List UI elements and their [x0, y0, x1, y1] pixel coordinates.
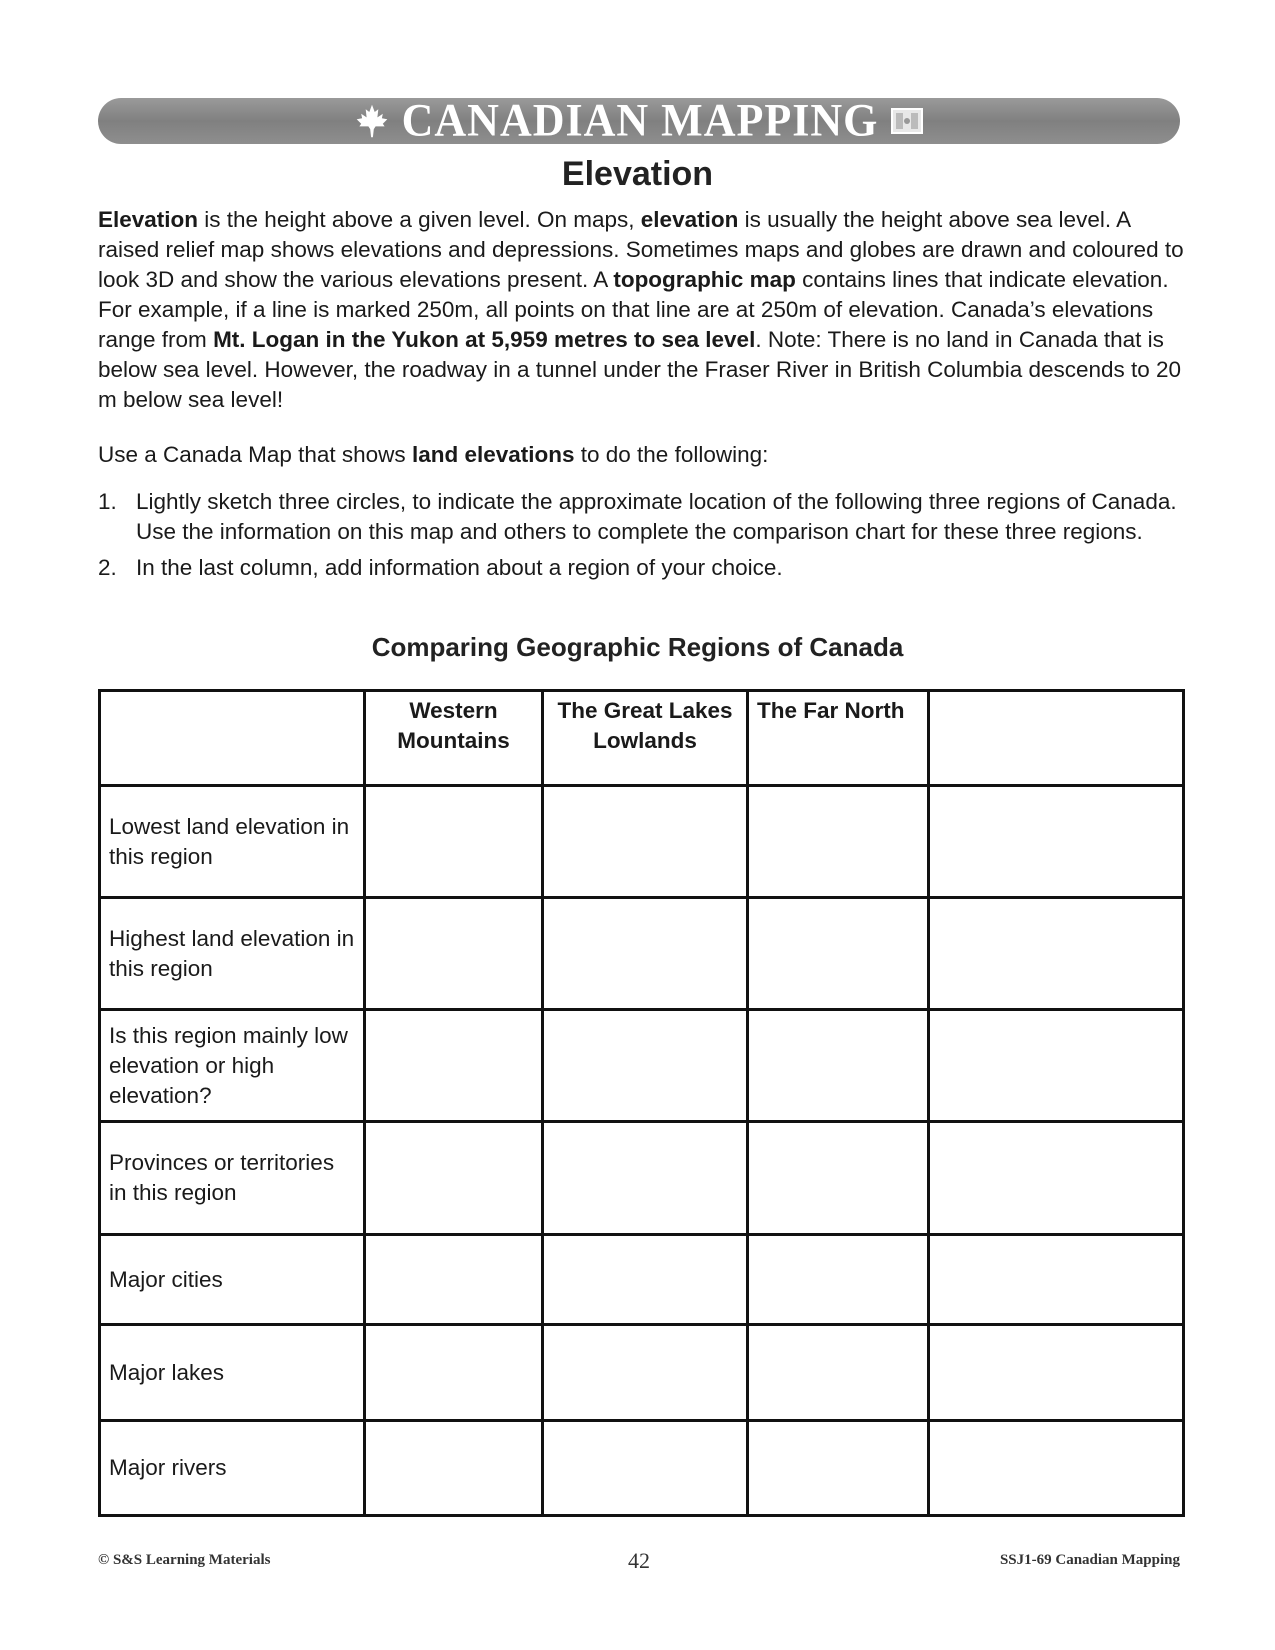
header-cell-blank [100, 691, 365, 786]
answer-cell[interactable] [748, 1421, 929, 1516]
answer-cell[interactable] [365, 786, 543, 898]
intro-bold-term: elevation [640, 207, 739, 232]
answer-cell[interactable] [543, 1325, 748, 1421]
intro-bold-term: topographic map [613, 267, 796, 292]
answer-cell[interactable] [929, 1010, 1184, 1122]
table-row [100, 1235, 1184, 1325]
answer-cell[interactable] [365, 898, 543, 1010]
intro-text: . Note: There is no land in Canada that is below sea level. However, the roadway in a tunnel under the Fraser River in British Columbia descends to 20 m below sea level! [98, 327, 1182, 412]
instruction-text: to do the following: [574, 442, 769, 467]
step-item [98, 487, 1188, 547]
answer-cell[interactable] [929, 786, 1184, 898]
comparison-table [98, 689, 1185, 1517]
header-banner [98, 94, 1180, 147]
step-number: 1. [98, 489, 117, 514]
intro-text: contains lines that indicate elevation. For example, if a line is marked 250m, all points on that line are at 250m of elevation. Canada’s elevations range from [98, 267, 1169, 352]
answer-cell[interactable] [748, 786, 929, 898]
answer-cell[interactable] [748, 1010, 929, 1122]
header-great-lakes-lowlands: The Great Lakes Lowlands [543, 691, 748, 786]
answer-cell[interactable] [543, 1235, 748, 1325]
answer-cell[interactable] [929, 1325, 1184, 1421]
row-label: Highest land elevation in this region [100, 898, 365, 1010]
step-text: In the last column, add information about a region of your choice. [136, 555, 783, 580]
table-row [100, 1325, 1184, 1421]
answer-cell[interactable] [748, 1122, 929, 1235]
step-item [98, 553, 1188, 583]
answer-cell[interactable] [365, 1010, 543, 1122]
table-header-row [100, 691, 1184, 786]
instruction [98, 440, 1188, 470]
answer-cell[interactable] [543, 1010, 748, 1122]
step-text: Lightly sketch three circles, to indicate the approximate location of the following three regions of Canada. Use the information on this map and others to complete the comparison chart for these three regions. [136, 489, 1177, 544]
answer-cell[interactable] [748, 1325, 929, 1421]
answer-cell[interactable] [929, 898, 1184, 1010]
page-footer [98, 1548, 1180, 1573]
row-label: Major lakes [100, 1325, 365, 1421]
intro-text: is usually the height above sea level. A raised relief map shows elevations and depressions. Sometimes maps and globes are drawn and coloured to look 3D and show the various elevations present. A [98, 207, 1184, 292]
header-your-choice[interactable] [929, 691, 1184, 786]
instruction-text: Use a Canada Map that shows [98, 442, 412, 467]
answer-cell[interactable] [365, 1421, 543, 1516]
answer-cell[interactable] [365, 1235, 543, 1325]
footer-copyright: © S&S Learning Materials [98, 1552, 271, 1568]
answer-cell[interactable] [929, 1235, 1184, 1325]
intro-paragraph [98, 205, 1188, 415]
maple-leaf-icon [354, 103, 390, 139]
answer-cell[interactable] [543, 1421, 748, 1516]
flag-icon [890, 106, 924, 136]
row-label: Major rivers [100, 1421, 365, 1516]
row-label: Major cities [100, 1235, 365, 1325]
row-label: Is this region mainly low elevation or high elevation? [100, 1010, 365, 1122]
intro-bold-term: Elevation [98, 207, 199, 232]
answer-cell[interactable] [543, 786, 748, 898]
answer-cell[interactable] [365, 1122, 543, 1235]
table-row [100, 1421, 1184, 1516]
answer-cell[interactable] [748, 898, 929, 1010]
footer-book-title: SSJ1-69 Canadian Mapping [999, 1552, 1180, 1568]
table-row [100, 898, 1184, 1010]
page-number: 42 [628, 1548, 650, 1573]
step-number: 2. [98, 555, 117, 580]
table-row [100, 1122, 1184, 1235]
banner-title: CANADIAN MAPPING [401, 94, 879, 147]
instruction-bold: land elevations [411, 442, 575, 467]
table-row [100, 1010, 1184, 1122]
intro-text: is the height above a given level. On maps, [198, 207, 641, 232]
page-title: Elevation [561, 155, 714, 193]
answer-cell[interactable] [748, 1235, 929, 1325]
table-title: Comparing Geographic Regions of Canada [371, 632, 904, 662]
steps-list [98, 487, 1188, 589]
intro-bold-term: Mt. Logan in the Yukon at 5,959 metres to sea level [213, 327, 756, 352]
table-row [100, 786, 1184, 898]
answer-cell[interactable] [543, 898, 748, 1010]
answer-cell[interactable] [543, 1122, 748, 1235]
answer-cell[interactable] [365, 1325, 543, 1421]
answer-cell[interactable] [929, 1421, 1184, 1516]
answer-cell[interactable] [929, 1122, 1184, 1235]
header-far-north: The Far North [748, 691, 929, 786]
row-label: Lowest land elevation in this region [100, 786, 365, 898]
header-western-mountains: Western Mountains [365, 691, 543, 786]
row-label: Provinces or territories in this region [100, 1122, 365, 1235]
